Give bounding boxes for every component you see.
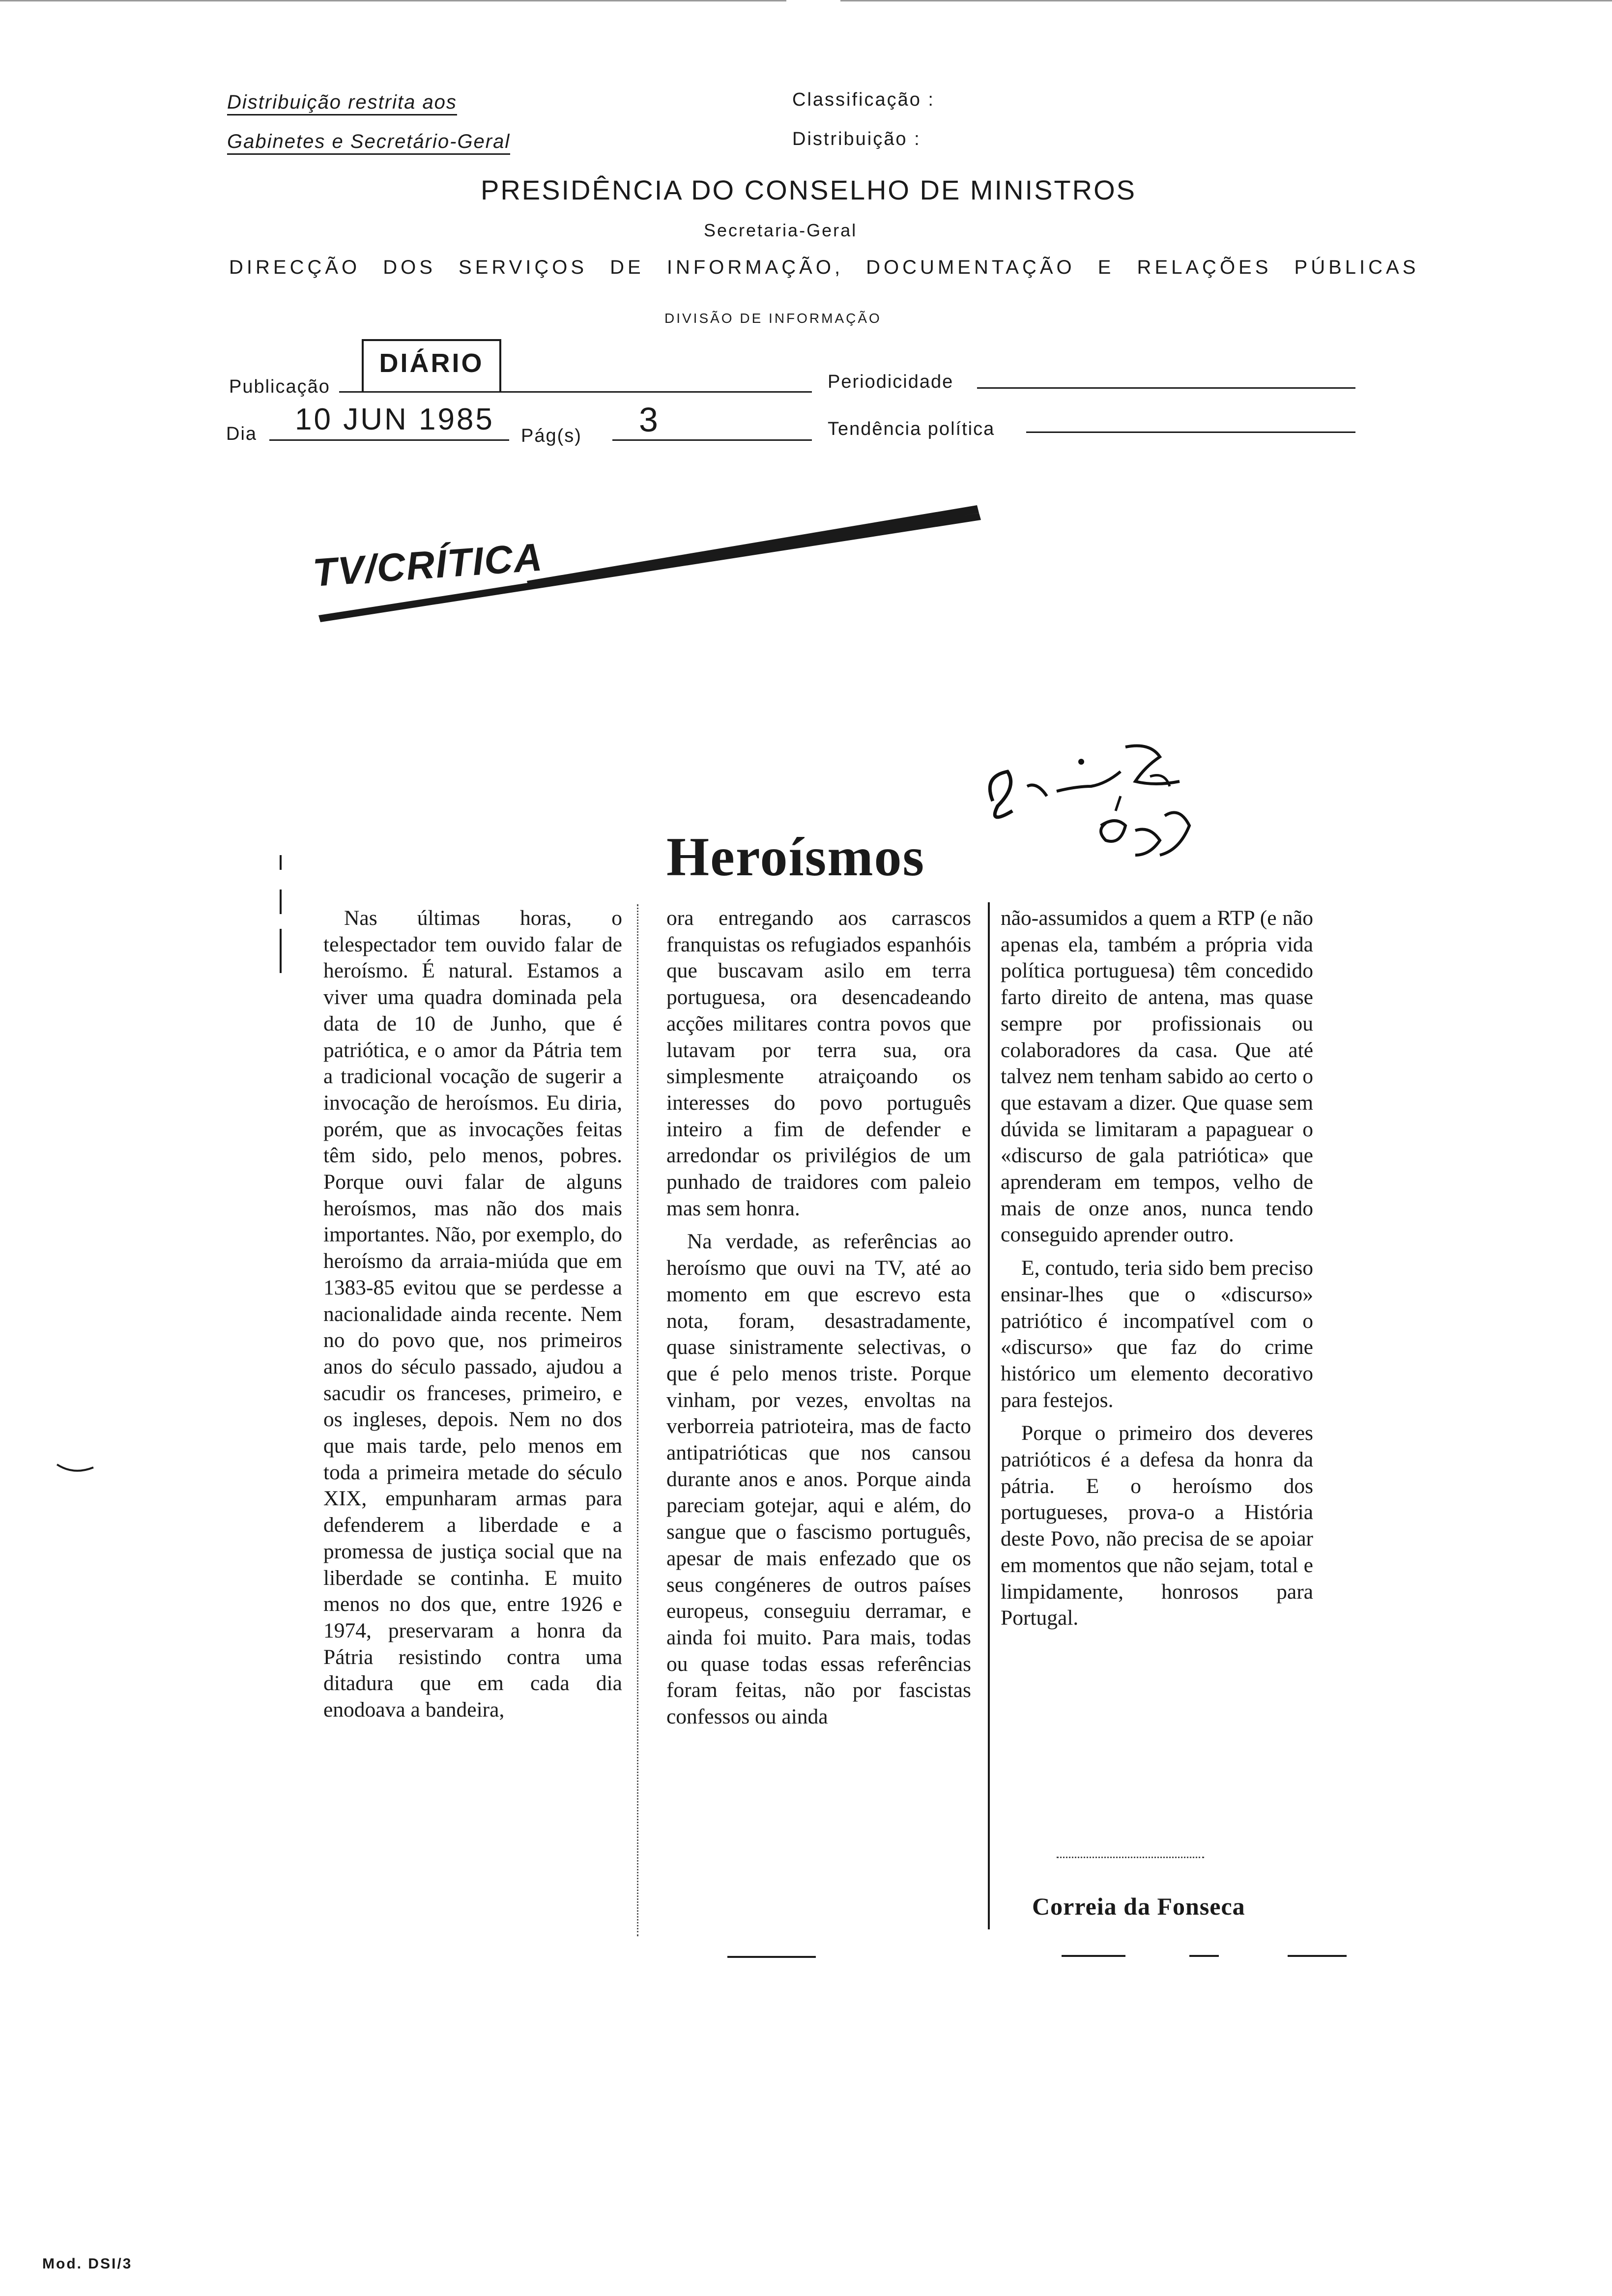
tendency-line <box>1026 431 1355 433</box>
article-byline: Correia da Fonseca <box>1032 1893 1245 1920</box>
handwritten-annotation-icon <box>973 727 1229 875</box>
publication-stamp <box>362 339 501 392</box>
pages-value: 3 <box>639 401 660 439</box>
article-headline: Heroísmos <box>666 827 925 888</box>
restricted-distribution-text: Gabinetes e Secretário-Geral <box>227 131 510 155</box>
section-label: TV/CRÍTICA <box>311 535 545 595</box>
day-line <box>269 439 509 441</box>
scan-edge-line <box>840 0 1612 1</box>
organization-title: PRESIDÊNCIA DO CONSELHO DE MINISTROS <box>481 174 1136 205</box>
bottom-rule <box>1062 1955 1125 1957</box>
division-title: DIVISÃO DE INFORMAÇÃO <box>664 311 882 326</box>
margin-mark <box>54 1460 98 1479</box>
day-label: Dia <box>226 424 258 444</box>
directorate-title: DIRECÇÃO DOS SERVIÇOS DE INFORMAÇÃO, DOCUMENTAÇÃO E RELAÇÕES PÚBLICAS <box>229 257 1419 278</box>
restricted-distribution-text: Distribuição restrita aos <box>227 91 457 115</box>
article-column-1 <box>323 905 622 1937</box>
publication-label: Publicação <box>229 376 330 397</box>
bottom-rule <box>1288 1955 1347 1957</box>
periodicity-label: Periodicidade <box>828 372 954 392</box>
periodicity-line <box>977 387 1355 389</box>
restricted-distribution-line2 <box>227 131 510 153</box>
publication-line <box>339 391 812 393</box>
column-divider <box>988 902 990 1929</box>
scan-edge-line <box>0 0 786 1</box>
bottom-rule <box>727 1956 816 1958</box>
margin-mark <box>273 850 288 978</box>
article-paragraph: Porque o primeiro dos deveres patrióticos é a defesa da honra da pátria. E o heroísmo dos portugueses, prova-o a História deste Povo, não precisa de se apoiar em momentos que não sejam, total e limpidamente, honrosos para Portugal. <box>1001 1421 1313 1630</box>
tendency-label: Tendência política <box>828 419 995 439</box>
publication-value: DIÁRIO <box>379 348 484 378</box>
restricted-distribution-line1 <box>227 91 457 114</box>
bottom-rule <box>1189 1955 1219 1957</box>
article-paragraph: não-assumidos a quem a RTP (e não apenas ela, também a própria vida política portuguesa) têm concedido farto direito de antena, mas quase sempre por profissionais ou colaboradores da casa. Que até talvez nem tenham sabido ao certo o que estavam a dizer. Que quase sem dúvida se limitaram a papaguear o «discurso de gala patriótica» que aprenderam em tempos, velho de mais de onze anos, nunca tendo conseguido aprender outro. <box>1001 906 1313 1247</box>
column-divider <box>637 904 640 1936</box>
article-column-2 <box>666 905 971 1937</box>
article-paragraph: ora entregando aos carrascos franquistas os refugiados espanhóis que buscavam asilo em terra portuguesa, ora desencadeando acções militares contra povos que lutavam por terra sua, ora simplesmente atraiçoando os interesses do povo português inteiro a fim de defender e arredondar os privilégios de um punhado de traidores com paleio mas sem honra. <box>666 906 971 1220</box>
pages-line <box>612 439 812 441</box>
article-paragraph: Na verdade, as referências ao heroísmo que ouvi na TV, até ao momento em que escrevo esta nota, foram, desastradamente, quase sinistramente selectivas, o que é pelo menos triste. Porque vinham, por vezes, envoltas na verborreia patrioteira, mas de facto antipatrióticas que nos cansou durante anos e anos. Porque ainda pareciam gotejar, aqui e além, do sangue que o fascismo português, apesar de mais enfezado que os seus congéneres de outros países europeus, conseguiu derramar, e ainda foi muito. Para mais, todas ou quase todas essas referências foram feitas, não por fascistas confessos ou ainda <box>666 1230 971 1729</box>
secretariat-title: Secretaria-Geral <box>704 220 858 240</box>
classification-label: Classificação : <box>792 89 935 110</box>
article-paragraph: Nas últimas horas, o telespectador tem ouvido falar de heroísmo. É natural. Estamos a viver uma quadra dominada pela data de 10 de Junho, que é patriótica, e o amor da Pátria tem a tradicional vocação de sugerir a invocação de heroísmos. Eu diria, porém, que as invocações feitas têm sido, pelo menos, pobres. Porque ouvi falar de alguns heroísmos, mas não dos mais importantes. Não, por exemplo, do heroísmo da arraia-miúda que em 1383-85 evitou que se perdesse a nacionalidade ainda recente. Nem no do povo que, nos primeiros anos do século passado, ajudou a sacudir os franceses, primeiro, e os ingleses, depois. Nem no dos que mais tarde, pelo menos em toda a primeira metade do século XIX, empunharam armas para defenderem a liberdade e a promessa de justiça social que na liberdade se continha. E muito menos no dos que, entre 1926 e 1974, preservaram a honra da Pátria resistindo contra uma ditadura que em cada dia enodoava a bandeira, <box>323 906 622 1722</box>
form-code: Mod. DSI/3 <box>42 2256 133 2272</box>
article-column-3 <box>1001 905 1313 1819</box>
day-value: 10 JUN 1985 <box>295 402 494 436</box>
distribution-label: Distribuição : <box>792 129 921 149</box>
byline-separator <box>1057 1857 1204 1858</box>
section-underline-stroke <box>315 491 993 624</box>
pages-label: Pág(s) <box>521 426 582 446</box>
article-paragraph: E, contudo, teria sido bem preciso ensinar-lhes que o «discurso» patriótico é incompatível com o «discurso» que faz do crime histórico um elemento decorativo para festejos. <box>1001 1256 1313 1412</box>
